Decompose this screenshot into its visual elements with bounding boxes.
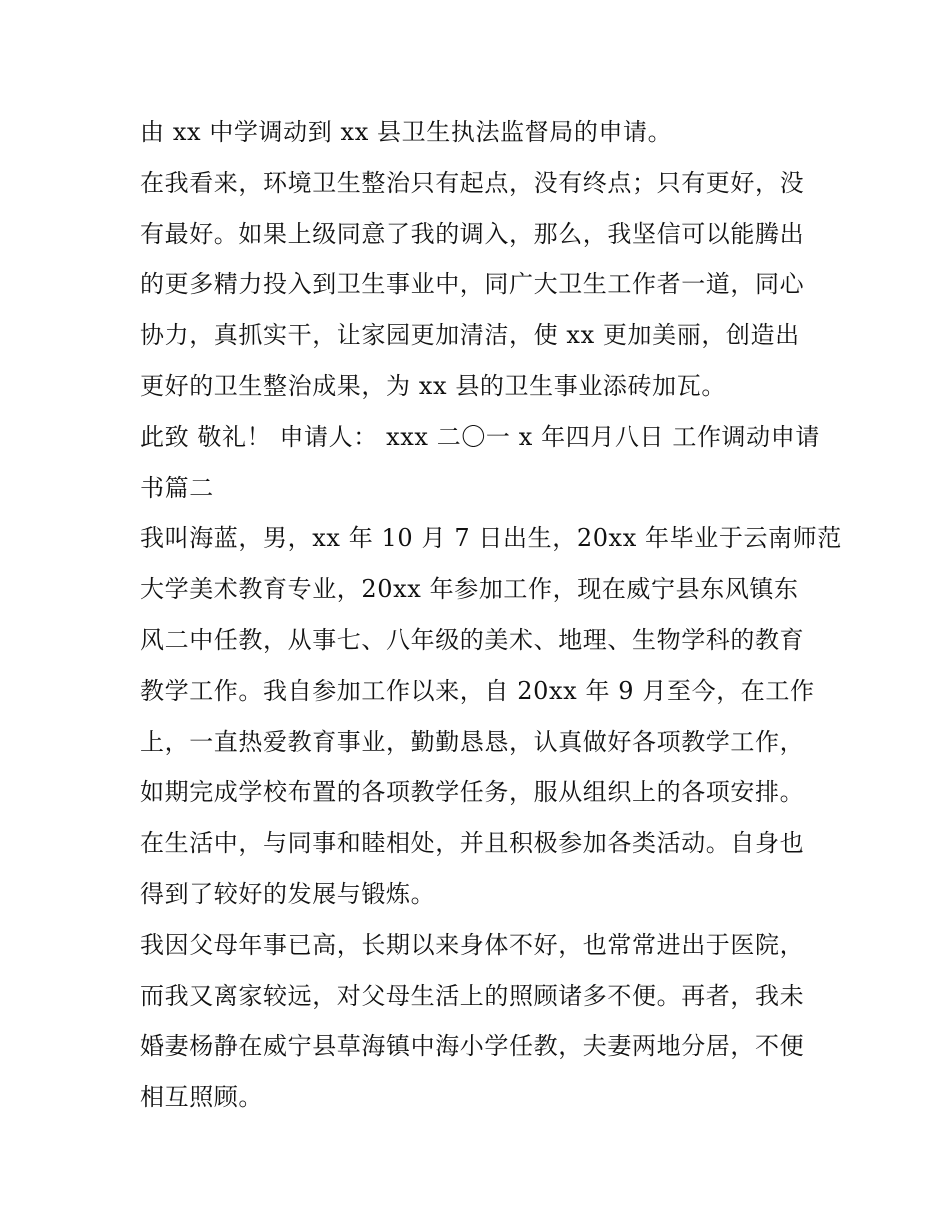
text-line: 在我看来，环境卫生整治只有起点，没有终点；只有更好，没 — [140, 168, 805, 197]
text-line: 婚妻杨静在威宁县草海镇中海小学任教，夫妻两地分居，不便 — [140, 1032, 805, 1061]
text-line: 的更多精力投入到卫生事业中，同广大卫生工作者一道，同心 — [140, 270, 805, 299]
text-line: 我因父母年事已高，长期以来身体不好，也常常进出于医院， — [140, 930, 805, 959]
text-line: 更好的卫生整治成果，为 xx 县的卫生事业添砖加瓦。 — [140, 371, 726, 400]
text-line: 大学美术教育专业，20xx 年参加工作，现在威宁县东风镇东 — [140, 575, 799, 604]
text-line: 由 xx 中学调动到 xx 县卫生执法监督局的申请。 — [140, 118, 673, 146]
document-body — [140, 107, 842, 1123]
text-line: 如期完成学校布置的各项教学任务，服从组织上的各项安排。 — [140, 778, 805, 807]
text-line: 此致 敬礼！ 申请人： xxx 二〇一 x 年四月八日 工作调动申请 — [140, 422, 820, 451]
text-line: 协力，真抓实干，让家园更加清洁，使 xx 更加美丽，创造出 — [140, 321, 800, 350]
text-line: 我叫海蓝，男，xx 年 10 月 7 日出生，20xx 年毕业于云南师范 — [140, 524, 842, 553]
text-line: 在生活中，与同事和睦相处，并且积极参加各类活动。自身也 — [140, 829, 805, 858]
text-line: 相互照顾。 — [140, 1083, 263, 1112]
text-line: 上，一直热爱教育事业，勤勤恳恳，认真做好各项教学工作， — [140, 727, 805, 756]
text-line: 而我又离家较远，对父母生活上的照顾诸多不便。再者，我未 — [140, 981, 805, 1010]
text-line: 教学工作。我自参加工作以来，自 20xx 年 9 月至今，在工作 — [140, 676, 815, 705]
text-line: 风二中任教，从事七、八年级的美术、地理、生物学科的教育 — [140, 625, 805, 654]
text-line: 得到了较好的发展与锻炼。 — [140, 879, 436, 908]
text-line: 书篇二 — [140, 473, 214, 502]
text-line: 有最好。如果上级同意了我的调入，那么，我坚信可以能腾出 — [140, 219, 805, 248]
